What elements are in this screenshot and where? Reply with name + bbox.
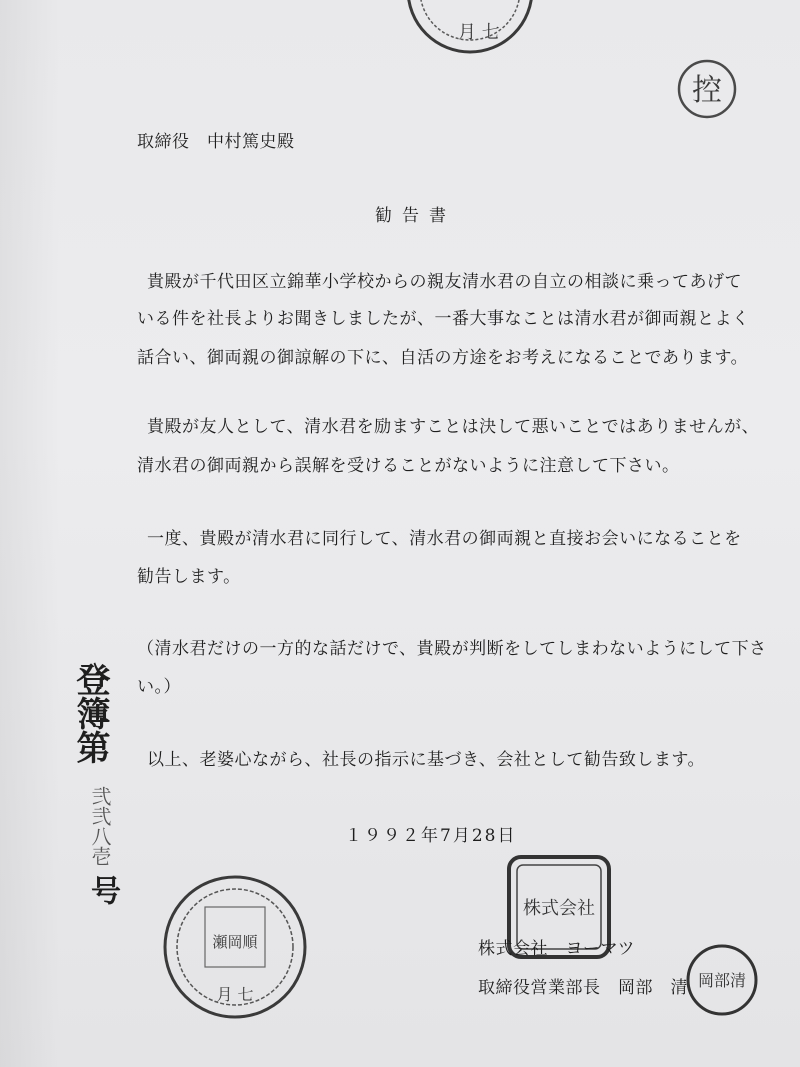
personal-seal-text: 岡部清 <box>697 971 747 990</box>
registration-number: 弐弐八壱 <box>88 786 112 866</box>
document-date: １９９２年7月28日 <box>345 826 517 846</box>
personal-seal <box>684 942 760 1018</box>
ctrl-mark-text: 控 <box>692 73 722 108</box>
ctrl-mark-stamp <box>676 58 738 120</box>
company-name: 株式会社 ヨーマツ <box>478 939 635 959</box>
body-line-7: 勧告します。 <box>137 567 241 587</box>
top-date-stamp <box>400 0 540 60</box>
addressee: 取締役 中村篤史殿 <box>137 132 295 152</box>
bottom-left-date-stamp <box>160 872 310 1022</box>
document-title: 勧告書 <box>375 206 456 226</box>
body-line-10: 以上、老婆心ながら、社長の指示に基づき、会社として勧告致します。 <box>147 750 705 770</box>
body-line-4: 貴殿が友人として、清水君を励ますことは決して悪いことではありませんが、 <box>147 417 760 437</box>
company-seal-text: 株式会社 <box>523 898 595 919</box>
body-line-3: 話合い、御両親の御諒解の下に、自活の方途をお考えになることであります。 <box>137 348 749 368</box>
registration-suffix: 号 <box>85 875 120 905</box>
top-stamp-text: 月 七 <box>458 22 500 43</box>
registration-label: 登簿第 <box>70 662 110 764</box>
bottom-left-stamp-center-text: 瀬岡順 <box>212 933 258 951</box>
bottom-left-stamp-date-text: 月 七 <box>216 985 254 1004</box>
body-line-2: いる件を社長よりお聞きしましたが、一番大事なことは清水君が御両親とよく <box>137 309 750 329</box>
body-line-8: （清水君だけの一方的な話だけで、貴殿が判断をしてしまわないようにして下さ <box>137 639 767 659</box>
body-line-6: 一度、貴殿が清水君に同行して、清水君の御両親と直接お会いになることを <box>147 529 742 549</box>
body-line-1: 貴殿が千代田区立錦華小学校からの親友清水君の自立の相談に乗ってあげて <box>147 272 742 292</box>
signer-name: 取締役営業部長 岡部 清 <box>478 978 688 998</box>
body-line-9: い。） <box>137 677 181 697</box>
body-line-5: 清水君の御両親から誤解を受けることがないように注意して下さい。 <box>137 456 680 476</box>
